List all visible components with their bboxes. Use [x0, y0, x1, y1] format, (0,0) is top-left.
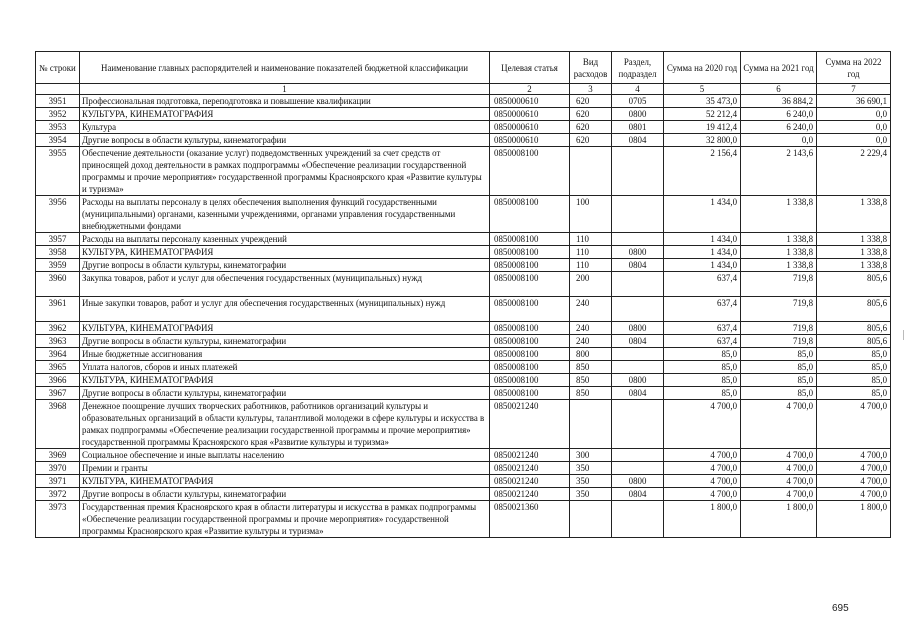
- column-number-row: [36, 84, 891, 95]
- cell-sum-2022: 85,0: [817, 387, 891, 400]
- cell-sum-2022: 1 338,8: [817, 259, 891, 272]
- table-row: [36, 361, 891, 374]
- cell-name: Денежное поощрение лучших творческих работников, работников организаций культуры и образовательных организаций в области культуры, талантливой молодежи в сфере культуры и искусства в рамках подпрограммы «Обеспечение реализации государственной программы и прочие мероприятия» государственной программы Красноярского края «Развитие культуры и туризма»: [80, 400, 490, 449]
- column-number: [36, 84, 80, 95]
- cell-target-article: 0850000610: [490, 95, 570, 108]
- cell-expense-type: 800: [570, 348, 612, 361]
- cell-sum-2021: 4 700,0: [741, 488, 817, 501]
- cell-sum-2020: 4 700,0: [664, 462, 741, 475]
- cell-sum-2022: 4 700,0: [817, 400, 891, 449]
- cell-row-number: 3952: [36, 108, 80, 121]
- cell-expense-type: 850: [570, 387, 612, 400]
- header-target-article: Целевая статья: [490, 52, 570, 84]
- cell-section: [612, 462, 664, 475]
- cell-sum-2020: 32 800,0: [664, 134, 741, 147]
- cell-target-article: 0850008100: [490, 272, 570, 297]
- cell-row-number: 3960: [36, 272, 80, 297]
- cell-row-number: 3962: [36, 322, 80, 335]
- cell-sum-2021: 1 338,8: [741, 246, 817, 259]
- cell-target-article: 0850021240: [490, 475, 570, 488]
- cell-sum-2022: 2 229,4: [817, 147, 891, 196]
- header-sum-2021: Сумма на 2021 год: [741, 52, 817, 84]
- cell-section: [612, 272, 664, 297]
- cell-section: 0801: [612, 121, 664, 134]
- cell-name: Другие вопросы в области культуры, кинематографии: [80, 387, 490, 400]
- cell-sum-2022: 4 700,0: [817, 475, 891, 488]
- cell-target-article: 0850008100: [490, 387, 570, 400]
- cell-row-number: 3966: [36, 374, 80, 387]
- cell-target-article: 0850008100: [490, 259, 570, 272]
- cell-sum-2021: 1 800,0: [741, 501, 817, 538]
- table-row: [36, 501, 891, 538]
- cell-target-article: 0850008100: [490, 335, 570, 348]
- header-section: Раздел, подраздел: [612, 52, 664, 84]
- cell-sum-2020: 1 800,0: [664, 501, 741, 538]
- cell-sum-2020: 2 156,4: [664, 147, 741, 196]
- budget-table-container: [35, 51, 891, 538]
- table-row: [36, 259, 891, 272]
- cell-sum-2022: 85,0: [817, 348, 891, 361]
- cell-name: Иные закупки товаров, работ и услуг для обеспечения государственных (муниципальных) нужд: [80, 297, 490, 322]
- cell-expense-type: 620: [570, 95, 612, 108]
- cell-sum-2020: 4 700,0: [664, 475, 741, 488]
- cell-row-number: 3968: [36, 400, 80, 449]
- cell-expense-type: 850: [570, 374, 612, 387]
- cell-sum-2021: 1 338,8: [741, 233, 817, 246]
- cell-expense-type: 350: [570, 488, 612, 501]
- cell-expense-type: 110: [570, 259, 612, 272]
- table-row: [36, 233, 891, 246]
- cell-sum-2020: 85,0: [664, 348, 741, 361]
- cell-section: [612, 348, 664, 361]
- cell-name: Иные бюджетные ассигнования: [80, 348, 490, 361]
- cell-sum-2020: 1 434,0: [664, 233, 741, 246]
- cell-sum-2020: 19 412,4: [664, 121, 741, 134]
- table-row: [36, 475, 891, 488]
- cell-row-number: 3961: [36, 297, 80, 322]
- cell-expense-type: 110: [570, 233, 612, 246]
- cell-sum-2022: 1 338,8: [817, 246, 891, 259]
- table-row: [36, 95, 891, 108]
- cell-row-number: 3957: [36, 233, 80, 246]
- table-row: [36, 348, 891, 361]
- cell-name: Профессиональная подготовка, переподготовка и повышение квалификации: [80, 95, 490, 108]
- cell-sum-2022: 36 690,1: [817, 95, 891, 108]
- cell-sum-2022: 1 338,8: [817, 196, 891, 233]
- cell-sum-2022: 4 700,0: [817, 488, 891, 501]
- cell-sum-2020: 637,4: [664, 272, 741, 297]
- column-number: 1: [80, 84, 490, 95]
- cell-row-number: 3953: [36, 121, 80, 134]
- cell-target-article: 0850021240: [490, 462, 570, 475]
- cell-target-article: 0850000610: [490, 121, 570, 134]
- cell-section: [612, 196, 664, 233]
- table-row: [36, 272, 891, 297]
- cell-section: [612, 361, 664, 374]
- cell-target-article: 0850008100: [490, 374, 570, 387]
- cell-target-article: 0850008100: [490, 147, 570, 196]
- column-number: 4: [612, 84, 664, 95]
- cell-target-article: 0850008100: [490, 297, 570, 322]
- cell-sum-2020: 637,4: [664, 322, 741, 335]
- cell-row-number: 3955: [36, 147, 80, 196]
- cell-target-article: 0850000610: [490, 134, 570, 147]
- cell-expense-type: 350: [570, 462, 612, 475]
- cell-section: 0800: [612, 322, 664, 335]
- cell-row-number: 3963: [36, 335, 80, 348]
- header-row: [36, 52, 891, 84]
- cell-expense-type: 240: [570, 335, 612, 348]
- cell-section: 0804: [612, 335, 664, 348]
- cell-sum-2021: 0,0: [741, 134, 817, 147]
- cell-row-number: 3973: [36, 501, 80, 538]
- table-row: [36, 488, 891, 501]
- column-number: 5: [664, 84, 741, 95]
- table-row: [36, 449, 891, 462]
- cell-name: Другие вопросы в области культуры, кинематографии: [80, 259, 490, 272]
- cell-sum-2020: 637,4: [664, 297, 741, 322]
- cell-sum-2021: 1 338,8: [741, 259, 817, 272]
- cell-sum-2022: 805,6: [817, 272, 891, 297]
- table-row: [36, 400, 891, 449]
- cell-row-number: 3964: [36, 348, 80, 361]
- cell-sum-2021: 6 240,0: [741, 108, 817, 121]
- cell-sum-2022: 805,6: [817, 322, 891, 335]
- cell-sum-2022: 805,6: [817, 335, 891, 348]
- cell-target-article: 0850008100: [490, 361, 570, 374]
- cell-target-article: 0850021240: [490, 449, 570, 462]
- cell-row-number: 3972: [36, 488, 80, 501]
- cell-section: [612, 147, 664, 196]
- budget-table: [35, 51, 891, 538]
- cell-name: Культура: [80, 121, 490, 134]
- cell-section: 0804: [612, 134, 664, 147]
- cell-section: [612, 400, 664, 449]
- cell-name: КУЛЬТУРА, КИНЕМАТОГРАФИЯ: [80, 322, 490, 335]
- cell-name: Обеспечение деятельности (оказание услуг) подведомственных учреждений за счет средств от приносящей доход деятельности в рамках подпрограммы «Обеспечение реализации государственной программы и прочие мероприятия» государственной программы Красноярского края «Развитие культуры и туризма»: [80, 147, 490, 196]
- header-sum-2020: Сумма на 2020 год: [664, 52, 741, 84]
- cell-sum-2020: 4 700,0: [664, 400, 741, 449]
- header-row-number: № строки: [36, 52, 80, 84]
- cell-sum-2021: 4 700,0: [741, 400, 817, 449]
- cell-row-number: 3959: [36, 259, 80, 272]
- cell-sum-2020: 637,4: [664, 335, 741, 348]
- cell-name: Премии и гранты: [80, 462, 490, 475]
- cell-section: 0705: [612, 95, 664, 108]
- cell-target-article: 0850021240: [490, 400, 570, 449]
- column-number: 2: [490, 84, 570, 95]
- cell-section: [612, 501, 664, 538]
- cell-section: [612, 449, 664, 462]
- cell-sum-2021: 719,8: [741, 272, 817, 297]
- cell-expense-type: 200: [570, 272, 612, 297]
- cell-name: Другие вопросы в области культуры, кинематографии: [80, 134, 490, 147]
- cell-sum-2020: 52 212,4: [664, 108, 741, 121]
- cell-section: 0800: [612, 246, 664, 259]
- cell-target-article: 0850021360: [490, 501, 570, 538]
- cell-row-number: 3970: [36, 462, 80, 475]
- cell-sum-2021: 85,0: [741, 374, 817, 387]
- column-number: 3: [570, 84, 612, 95]
- table-row: [36, 297, 891, 322]
- cell-name: Другие вопросы в области культуры, кинематографии: [80, 335, 490, 348]
- table-row: [36, 121, 891, 134]
- scan-edge-mark: [903, 330, 904, 340]
- cell-sum-2021: 719,8: [741, 335, 817, 348]
- cell-sum-2021: 719,8: [741, 297, 817, 322]
- cell-section: 0800: [612, 475, 664, 488]
- cell-section: [612, 297, 664, 322]
- cell-sum-2022: 1 338,8: [817, 233, 891, 246]
- cell-name: Расходы на выплаты персоналу в целях обеспечения выполнения функций государственными (муниципальными) органами, казенными учреждениями, органами управления государственными внебюджетными фондами: [80, 196, 490, 233]
- cell-sum-2020: 1 434,0: [664, 196, 741, 233]
- cell-sum-2020: 85,0: [664, 361, 741, 374]
- cell-sum-2021: 4 700,0: [741, 449, 817, 462]
- table-row: [36, 374, 891, 387]
- table-row: [36, 462, 891, 475]
- cell-sum-2022: 85,0: [817, 374, 891, 387]
- cell-expense-type: 300: [570, 449, 612, 462]
- cell-row-number: 3954: [36, 134, 80, 147]
- cell-expense-type: 240: [570, 322, 612, 335]
- cell-sum-2021: 2 143,6: [741, 147, 817, 196]
- cell-expense-type: 100: [570, 196, 612, 233]
- cell-name: КУЛЬТУРА, КИНЕМАТОГРАФИЯ: [80, 475, 490, 488]
- cell-name: Социальное обеспечение и иные выплаты населению: [80, 449, 490, 462]
- header-sum-2022: Сумма на 2022 год: [817, 52, 891, 84]
- cell-expense-type: [570, 501, 612, 538]
- table-row: [36, 108, 891, 121]
- cell-name: Другие вопросы в области культуры, кинематографии: [80, 488, 490, 501]
- cell-sum-2020: 35 473,0: [664, 95, 741, 108]
- cell-expense-type: 350: [570, 475, 612, 488]
- cell-sum-2022: 0,0: [817, 134, 891, 147]
- cell-target-article: 0850021240: [490, 488, 570, 501]
- cell-target-article: 0850008100: [490, 196, 570, 233]
- table-row: [36, 335, 891, 348]
- cell-row-number: 3967: [36, 387, 80, 400]
- cell-expense-type: 240: [570, 297, 612, 322]
- column-number: 6: [741, 84, 817, 95]
- cell-sum-2021: 4 700,0: [741, 462, 817, 475]
- cell-expense-type: [570, 147, 612, 196]
- cell-target-article: 0850008100: [490, 348, 570, 361]
- cell-row-number: 3951: [36, 95, 80, 108]
- cell-expense-type: 620: [570, 108, 612, 121]
- cell-section: 0800: [612, 374, 664, 387]
- cell-section: 0804: [612, 387, 664, 400]
- cell-sum-2021: 1 338,8: [741, 196, 817, 233]
- cell-section: 0804: [612, 259, 664, 272]
- cell-target-article: 0850000610: [490, 108, 570, 121]
- cell-sum-2021: 4 700,0: [741, 475, 817, 488]
- page-number: 695: [832, 603, 849, 614]
- cell-row-number: 3956: [36, 196, 80, 233]
- table-body: [36, 95, 891, 538]
- table-row: [36, 147, 891, 196]
- cell-sum-2021: 85,0: [741, 361, 817, 374]
- cell-row-number: 3971: [36, 475, 80, 488]
- cell-expense-type: [570, 400, 612, 449]
- cell-target-article: 0850008100: [490, 322, 570, 335]
- cell-target-article: 0850008100: [490, 246, 570, 259]
- cell-name: Расходы на выплаты персоналу казенных учреждений: [80, 233, 490, 246]
- cell-name: Государственная премия Красноярского края в области литературы и искусства в рамках подпрограммы «Обеспечение реализации государственной программы и прочие мероприятия» государственной программы Красноярского края «Развитие культуры и туризма»: [80, 501, 490, 538]
- cell-name: Закупка товаров, работ и услуг для обеспечения государственных (муниципальных) нужд: [80, 272, 490, 297]
- cell-expense-type: 620: [570, 134, 612, 147]
- cell-sum-2020: 4 700,0: [664, 488, 741, 501]
- cell-sum-2022: 0,0: [817, 121, 891, 134]
- cell-sum-2022: 1 800,0: [817, 501, 891, 538]
- cell-sum-2021: 719,8: [741, 322, 817, 335]
- cell-sum-2022: 805,6: [817, 297, 891, 322]
- table-row: [36, 134, 891, 147]
- cell-sum-2022: 0,0: [817, 108, 891, 121]
- cell-sum-2022: 4 700,0: [817, 462, 891, 475]
- column-number: 7: [817, 84, 891, 95]
- cell-sum-2021: 85,0: [741, 348, 817, 361]
- cell-row-number: 3965: [36, 361, 80, 374]
- cell-section: 0804: [612, 488, 664, 501]
- header-name: Наименование главных распорядителей и наименование показателей бюджетной классификации: [80, 52, 490, 84]
- cell-section: [612, 233, 664, 246]
- table-row: [36, 322, 891, 335]
- table-row: [36, 387, 891, 400]
- cell-sum-2021: 85,0: [741, 387, 817, 400]
- cell-sum-2020: 85,0: [664, 374, 741, 387]
- cell-section: 0800: [612, 108, 664, 121]
- cell-sum-2020: 4 700,0: [664, 449, 741, 462]
- cell-name: КУЛЬТУРА, КИНЕМАТОГРАФИЯ: [80, 374, 490, 387]
- cell-expense-type: 850: [570, 361, 612, 374]
- cell-sum-2020: 1 434,0: [664, 246, 741, 259]
- cell-sum-2022: 4 700,0: [817, 449, 891, 462]
- cell-target-article: 0850008100: [490, 233, 570, 246]
- cell-sum-2022: 85,0: [817, 361, 891, 374]
- cell-row-number: 3969: [36, 449, 80, 462]
- cell-sum-2020: 1 434,0: [664, 259, 741, 272]
- cell-sum-2021: 36 884,2: [741, 95, 817, 108]
- cell-name: Уплата налогов, сборов и иных платежей: [80, 361, 490, 374]
- cell-name: КУЛЬТУРА, КИНЕМАТОГРАФИЯ: [80, 108, 490, 121]
- table-row: [36, 246, 891, 259]
- cell-name: КУЛЬТУРА, КИНЕМАТОГРАФИЯ: [80, 246, 490, 259]
- cell-expense-type: 110: [570, 246, 612, 259]
- header-expense-type: Вид расходов: [570, 52, 612, 84]
- cell-sum-2021: 6 240,0: [741, 121, 817, 134]
- cell-expense-type: 620: [570, 121, 612, 134]
- table-row: [36, 196, 891, 233]
- cell-row-number: 3958: [36, 246, 80, 259]
- cell-sum-2020: 85,0: [664, 387, 741, 400]
